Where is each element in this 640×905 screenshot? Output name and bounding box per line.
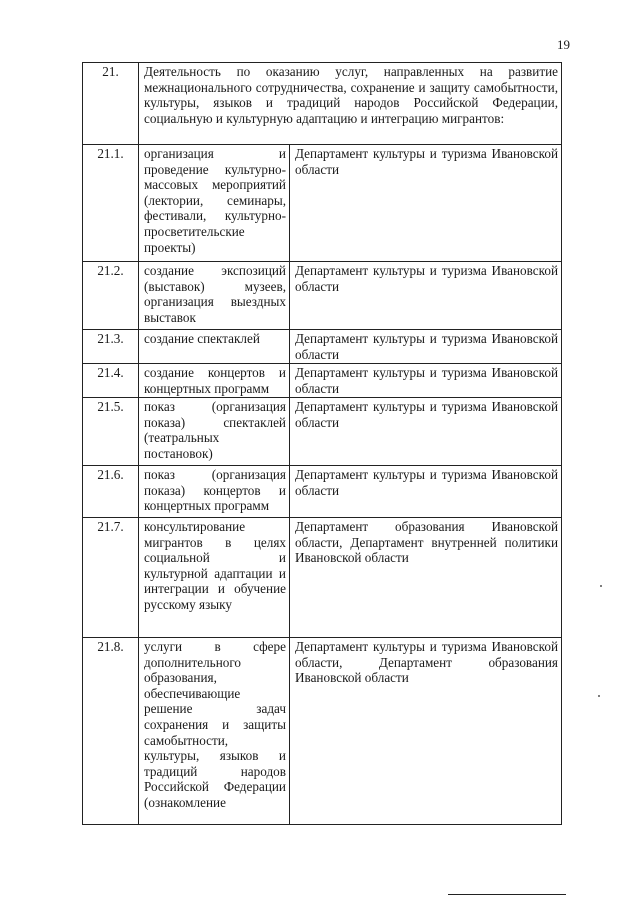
scan-speck (600, 585, 602, 587)
responsible-cell: Департамент культуры и туризма Ивановской области, Департамент образования Ивановской области (290, 638, 562, 825)
responsible-cell: Департамент образования Ивановской области, Департамент внутренней политики Ивановской области (290, 518, 562, 638)
responsible-cell: Департамент культуры и туризма Ивановской области (290, 466, 562, 518)
activity-cell: показ (организация показа) концертов и концертных программ (139, 466, 290, 518)
responsible-cell: Департамент культуры и туризма Ивановской области (290, 398, 562, 466)
activity-cell: создание экспозиций (выставок) музеев, организация выездных выставок (139, 262, 290, 330)
table-row (83, 518, 562, 638)
activity-cell: показ (организация показа) спектаклей (театральных постановок) (139, 398, 290, 466)
section-row (83, 63, 562, 145)
table-row (83, 466, 562, 518)
row-number: 21.6. (83, 466, 139, 518)
activity-cell: создание спектаклей (139, 330, 290, 364)
row-number: 21.1. (83, 145, 139, 262)
activity-cell: организация и проведение культурно-массовых мероприятий (лектории, семинары, фестивали, культурно-просветительские проекты) (139, 145, 290, 262)
table-row (83, 638, 562, 825)
responsible-cell: Департамент культуры и туризма Ивановской области (290, 145, 562, 262)
table-row (83, 262, 562, 330)
page-number: 19 (557, 37, 570, 52)
table-row (83, 145, 562, 262)
table-row (83, 330, 562, 364)
row-number: 21.8. (83, 638, 139, 825)
activity-cell: услуги в сфере дополнительного образования, обеспечивающие решение задач сохранения и защиты самобытности, культуры, языков и традиций народов Российской Федерации (ознакомление (139, 638, 290, 825)
activity-cell: создание концертов и концертных программ (139, 364, 290, 398)
row-number: 21.4. (83, 364, 139, 398)
row-number: 21.2. (83, 262, 139, 330)
responsible-cell: Департамент культуры и туризма Ивановской области (290, 262, 562, 330)
scan-speck (598, 695, 600, 697)
row-number: 21.3. (83, 330, 139, 364)
responsible-cell: Департамент культуры и туризма Ивановской области (290, 364, 562, 398)
section-title: Деятельность по оказанию услуг, направленных на развитие межнационального сотрудничества, сохранение и защиту самобытности, культуры, языков и традиций народов Российской Федерации, социальную и культурную адаптацию и интеграцию мигрантов: (139, 63, 562, 145)
footer-rule (448, 894, 566, 895)
activities-table (82, 62, 562, 825)
section-number: 21. (83, 63, 139, 145)
row-number: 21.5. (83, 398, 139, 466)
table-row (83, 364, 562, 398)
table-row (83, 398, 562, 466)
activity-cell: консультирование мигрантов в целях социальной и культурной адаптации и интеграции и обучение русскому языку (139, 518, 290, 638)
row-number: 21.7. (83, 518, 139, 638)
responsible-cell: Департамент культуры и туризма Ивановской области (290, 330, 562, 364)
